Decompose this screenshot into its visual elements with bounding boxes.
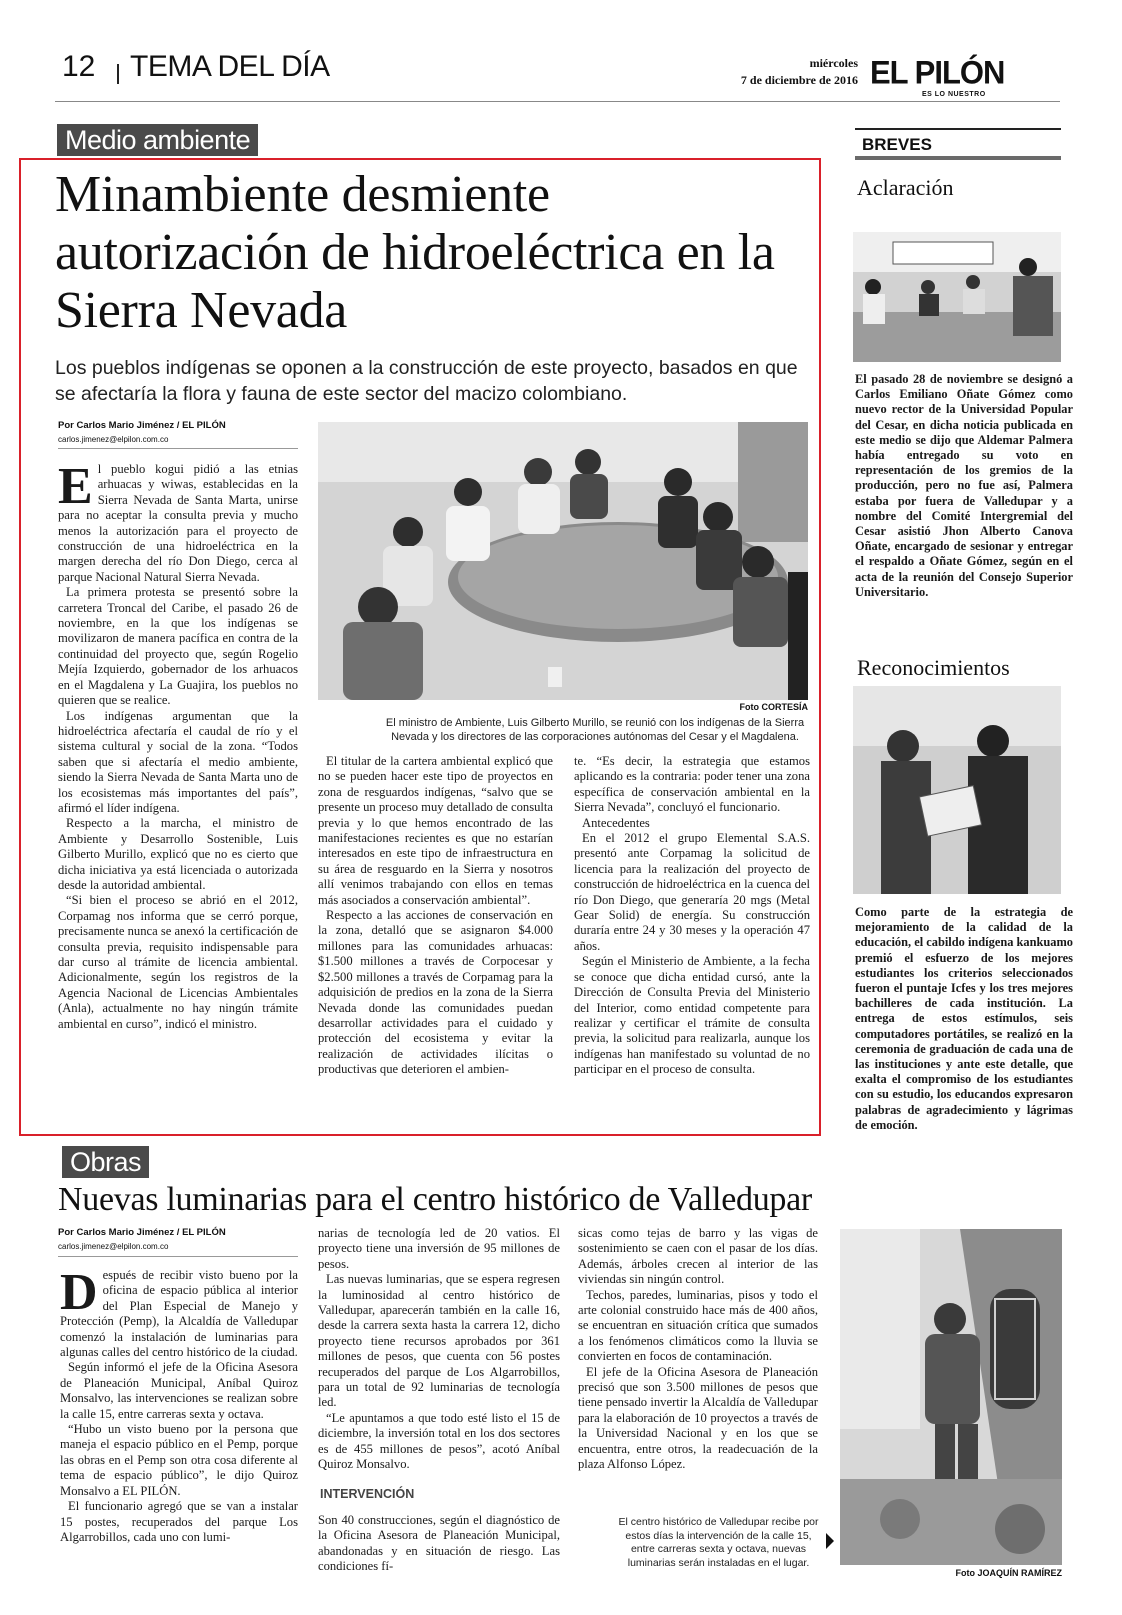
- main-col-1: [58, 458, 298, 1032]
- second-col3-p2: Techos, paredes, luminarias, pisos y todo el arte colonial construido hace más de 400 años, se encuentran en situación crítica que sumados a los fenómenos climáticos como la lluvia se convierten en focos de contaminación.: [578, 1287, 818, 1364]
- meeting-photo-icon: [318, 422, 808, 700]
- second-col-2: [318, 1226, 560, 1473]
- main-col-2: [318, 754, 553, 1078]
- byline: Por Carlos Mario Jiménez / EL PILÓN: [58, 420, 226, 431]
- caption-arrow-icon: [826, 1533, 834, 1549]
- second-col2-p3: “Le apuntamos a que todo esté listo el 15 de diciembre, la inversión total en los dos sectores es de 455 millones de pesos”, acotó Aníbal Quiroz Monsalvo.: [318, 1410, 560, 1472]
- sidebar-top-rule: [855, 128, 1061, 130]
- header-rule: [55, 101, 1060, 102]
- second-col1-p2: Según informó el jefe de la Oficina Asesora de Planeación Municipal, Aníbal Quiroz Monsalvo, las intervenciones se realizan sobre la calle 15, entre carreras sexta y octava.: [60, 1360, 298, 1421]
- intervencion-subhead: INTERVENCIÓN: [320, 1487, 415, 1501]
- dropcap-e: E: [58, 458, 93, 515]
- masthead-tagline: ES LO NUESTRO: [922, 91, 986, 98]
- main-photo-caption: El ministro de Ambiente, Luis Gilberto Murillo, se reunió con los indígenas de la Sierra Nevada y los directores de las corporaciones autónomas del Cesar y el Magdalena.: [385, 717, 805, 743]
- sidebar-item1-text: El pasado 28 de noviembre se designó a Carlos Emiliano Oñate Gómez como nuevo rector de la Universidad Popular del Cesar, en dicha noticia publicada en este medio se dijo que Aldemar Palmera había entregado su voto en representación de los gremios de la producción, pero no fue así, Palmera estaba por fuera de Valledupar y a nombre del Comité Intergremial del Cesar asistió Jhon Alberto Canova Oñate, encargado de sesionar y entregar el respaldo a Oñate Gómez, según en el acta de la reunión del Consejo Superior Universitario.: [855, 372, 1073, 599]
- second-photo: [840, 1229, 1062, 1565]
- second-photo-credit: Foto JOAQUÍN RAMÍREZ: [955, 1568, 1062, 1578]
- main-photo: [318, 422, 808, 700]
- second-col-2b: Son 40 construcciones, según el diagnóstico de la Oficina Asesora de Planeación Municipal, abandonadas y en situación de riesgo. Las condiciones fí-: [318, 1513, 560, 1574]
- second-col-3: [578, 1226, 818, 1473]
- dropcap-d: D: [60, 1264, 98, 1321]
- sidebar-item2-title: Reconocimientos: [857, 655, 1010, 680]
- category-label: Medio ambiente: [57, 124, 258, 156]
- second-col-1: [60, 1264, 298, 1545]
- second-byline-rule: [58, 1256, 298, 1257]
- council-photo-icon: [853, 232, 1061, 362]
- main-col-3: [574, 754, 810, 1078]
- header-date: 7 de diciembre de 2016: [740, 73, 858, 87]
- main-col1-p4: Respecto a la marcha, el ministro de Ambiente y Desarrollo Sostenible, Luis Gilberto Murillo, explicó que no es cierto que dicha iniciativa ya está licenciada o autorizada desde la autoridad ambiental.: [58, 816, 298, 892]
- header-divider-icon: [117, 64, 119, 84]
- byline-email: carlos.jimenez@elpilon.com.co: [58, 435, 169, 444]
- masthead-logo: EL PILÓN: [870, 54, 1005, 91]
- sidebar-item2-text: Como parte de la estrategia de mejoramiento de la calidad de la educación, el cabildo indígena kankuamo premió el esfuerzo de los mejores estudiantes los criterios seleccionados fueron el puntaje Icfes y los tres mejores bachilleres de cada institución. La entrega de estos estímulos, seis computadores portátiles, se realizó en la ceremonia de graduación de cada una de las instituciones y ante este detalle, que exalta el compromiso de los estudiantes con su estudio, los educandos expresaron palabras de agradecimiento y lágrimas de emoción.: [855, 905, 1073, 1132]
- main-col3-p3: Según el Ministerio de Ambiente, a la fecha se conoce que dicha entidad cursó, ante la Dirección de Consulta Previa del Ministerio del Interior, como entidad competente para realizar y certificar el trámite de consulta previa, la solicitud para realizarla, aunque los indígenas han manifestado su voluntad de no participar en el proceso de consulta.: [574, 954, 810, 1077]
- second-col1-p1: espués de recibir visto bueno por la oficina de espacio pública al interior del Plan Especial de Manejo y Protección (Pemp), la Alcaldía de Valledupar comenzó la instalación de luminarias para algunas calles del centro histórico de la ciudad.: [60, 1268, 298, 1360]
- section-title: TEMA DEL DÍA: [130, 50, 330, 83]
- worker-photo-icon: [840, 1229, 1062, 1565]
- second-byline-email: carlos.jimenez@elpilon.com.co: [58, 1242, 169, 1251]
- sidebar-label-rule: [855, 156, 1061, 160]
- sidebar-label: BREVES: [862, 135, 932, 154]
- main-col3-p2: En el 2012 el grupo Elemental S.A.S. presentó ante Corpamag la solicitud de licencia para la realización del proyecto de construcción de hidroeléctrica en la cuenca del río Don Diego, que generaría 20 mgs (Metal Gear Solid) de energía. Su construcción duraría entre 24 y 30 meses y la operación 47 años.: [574, 831, 810, 953]
- sidebar-item1-title: Aclaración: [857, 175, 954, 200]
- category-label-obras: Obras: [62, 1146, 149, 1178]
- headline: Minambiente desmiente autorización de hidroeléctrica en la Sierra Nevada: [55, 166, 775, 339]
- main-col2-p2: Respecto a las acciones de conservación en la zona, detalló que se asignaron $4.000 millones para las comunidades arhuacas: $1.500 millones a través de Corpocesar y $2.500 millones a través de Corpamag para la adquisición de predios en la zona de la Sierra Nevada donde las comunidades puedan desarrollar actividades para el cuidado y protección del ecosistema y evitar la realización de actividades ilícitas o productivas que deterioren el ambien-: [318, 908, 553, 1077]
- main-col1-p2: La primera protesta se presentó sobre la carretera Troncal del Caribe, el pasado 26 de noviembre, en la que los indígenas se movilizaron de manera pacífica en contra de la continuidad del proyecto que, según Rogelio Mejía Izquierdo, gobernador de los arhuacos en el Magdalena y La Guajira, los pueblos no quieren que se realice.: [58, 585, 298, 708]
- second-byline: Por Carlos Mario Jiménez / EL PILÓN: [58, 1227, 226, 1238]
- second-col1-p4: El funcionario agregó que se van a instalar 15 postes, recuperados del parque Los Algarrobillos, cada uno con lumi-: [60, 1499, 298, 1544]
- second-col3-p3: El jefe de la Oficina Asesora de Planeación precisó que son 3.500 millones de pesos que tiene pensado invertir la Alcaldía de Valledupar para la elaboración de 10 proyectos a través de la Universidad Nacional y en los que se encuentra, entre otros, la readecuación de la plaza Alfonso López.: [578, 1364, 818, 1472]
- deck: Los pueblos indígenas se oponen a la construcción de este proyecto, basados en que se afectaría la flora y fauna de este sector del macizo colombiano.: [55, 357, 798, 405]
- sidebar-photo-1: [853, 232, 1061, 362]
- header-weekday: miércoles: [809, 56, 858, 70]
- second-photo-caption: El centro histórico de Valledupar recibe por estos días la intervención de la calle 15, entre carreras sexta y octava, nuevas luminarias serán instaladas en el lugar.: [618, 1516, 819, 1569]
- main-col1-p5: “Si bien el proceso se abrió en el 2012, Corpamag nos informa que se cerró porque, precisamente nunca se anexó la certificación de consulta previa, requisito indispensable para dar curso al trámite de licencia ambiental. Adicionalmente, según los registros de la Agencia Nacional de Licencias Ambientales (Anla), actualmente no hay ningún trámite ambiental en curso”, indicó el ministro.: [58, 893, 298, 1031]
- sidebar-photo-2: [853, 686, 1061, 894]
- byline-rule: [58, 448, 298, 449]
- second-col2-p1: narias de tecnología led de 20 vatios. El proyecto tiene una inversión de 95 millones de pesos.: [318, 1226, 560, 1271]
- main-col1-p3: Los indígenas argumentan que la hidroeléctrica afectaría el caudal de río y el sistema cultural y social de la zona. “Todos saben que si afectaría el medio ambiente, siendo la Sierra Nevada de Santa Marta uno de los ecosistemas más importantes del país”, afirmó el líder indígena.: [58, 708, 298, 815]
- award-photo-icon: [853, 686, 1061, 894]
- second-col3-p1: sicas como tejas de barro y las vigas de sostenimiento se caen con el pasar de los días. Además, árboles crecen al interior de las viviendas sin ningún control.: [578, 1226, 818, 1287]
- second-headline: Nuevas luminarias para el centro histórico de Valledupar: [58, 1181, 812, 1218]
- main-col3-p1: te. “Es decir, la estrategia que estamos aplicando es la contraria: poder tener una zona específica de conservación ambiental en la Sierra Nevada”, concluyó el funcionario.: [574, 754, 810, 815]
- main-col2-p1: El titular de la cartera ambiental explicó que no se pueden hacer este tipo de proyectos en zona de resguardos indígenas, “salvo que se presente un proceso muy detallado de consulta previa y lo que hemos encontrado de las manifestaciones recientes es que no estarían interesados en este tipo de infraestructura en su área de resguardo en la Sierra y nosotros allí venimos trabajando con ellos en temas más asociados a conservación ambiental”.: [318, 754, 554, 907]
- second-col2-p2: Las nuevas luminarias, que se espera regresen la luminosidad al centro histórico de Valledupar, aparecerán también en la calle 16, desde la carrera sexta hasta la carrera 12, dicho proyecto tiene recursos aprobados por 361 millones de pesos, que cuenta con 56 postes recuperados del parque de Los Algarrobillos, para un total de 92 luminarias de tecnología led.: [318, 1272, 560, 1410]
- main-col1-p1: l pueblo kogui pidió a las etnias arhuacas y wiwas, establecidas en la Sierra Nevada de Santa Marta, unirse para no aceptar la consulta previa y mucho menos la autorización para el proyecto de construcción de una hidroeléctrica en la margen derecha del río Don Diego, cerca al parque Nacional Natural Sierra Nevada.: [58, 462, 298, 584]
- second-col1-p3: “Hubo un visto bueno por la persona que maneja el espacio público en el Pemp, porque las obras en el Pemp son otra cosa diferente al tema de espacio público”, le dijo Quiroz Monsalvo a EL PILÓN.: [60, 1422, 298, 1498]
- main-col3-subhead: Antecedentes: [582, 815, 650, 830]
- page-number: 12: [62, 50, 96, 83]
- main-photo-credit: Foto CORTESÍA: [739, 702, 808, 712]
